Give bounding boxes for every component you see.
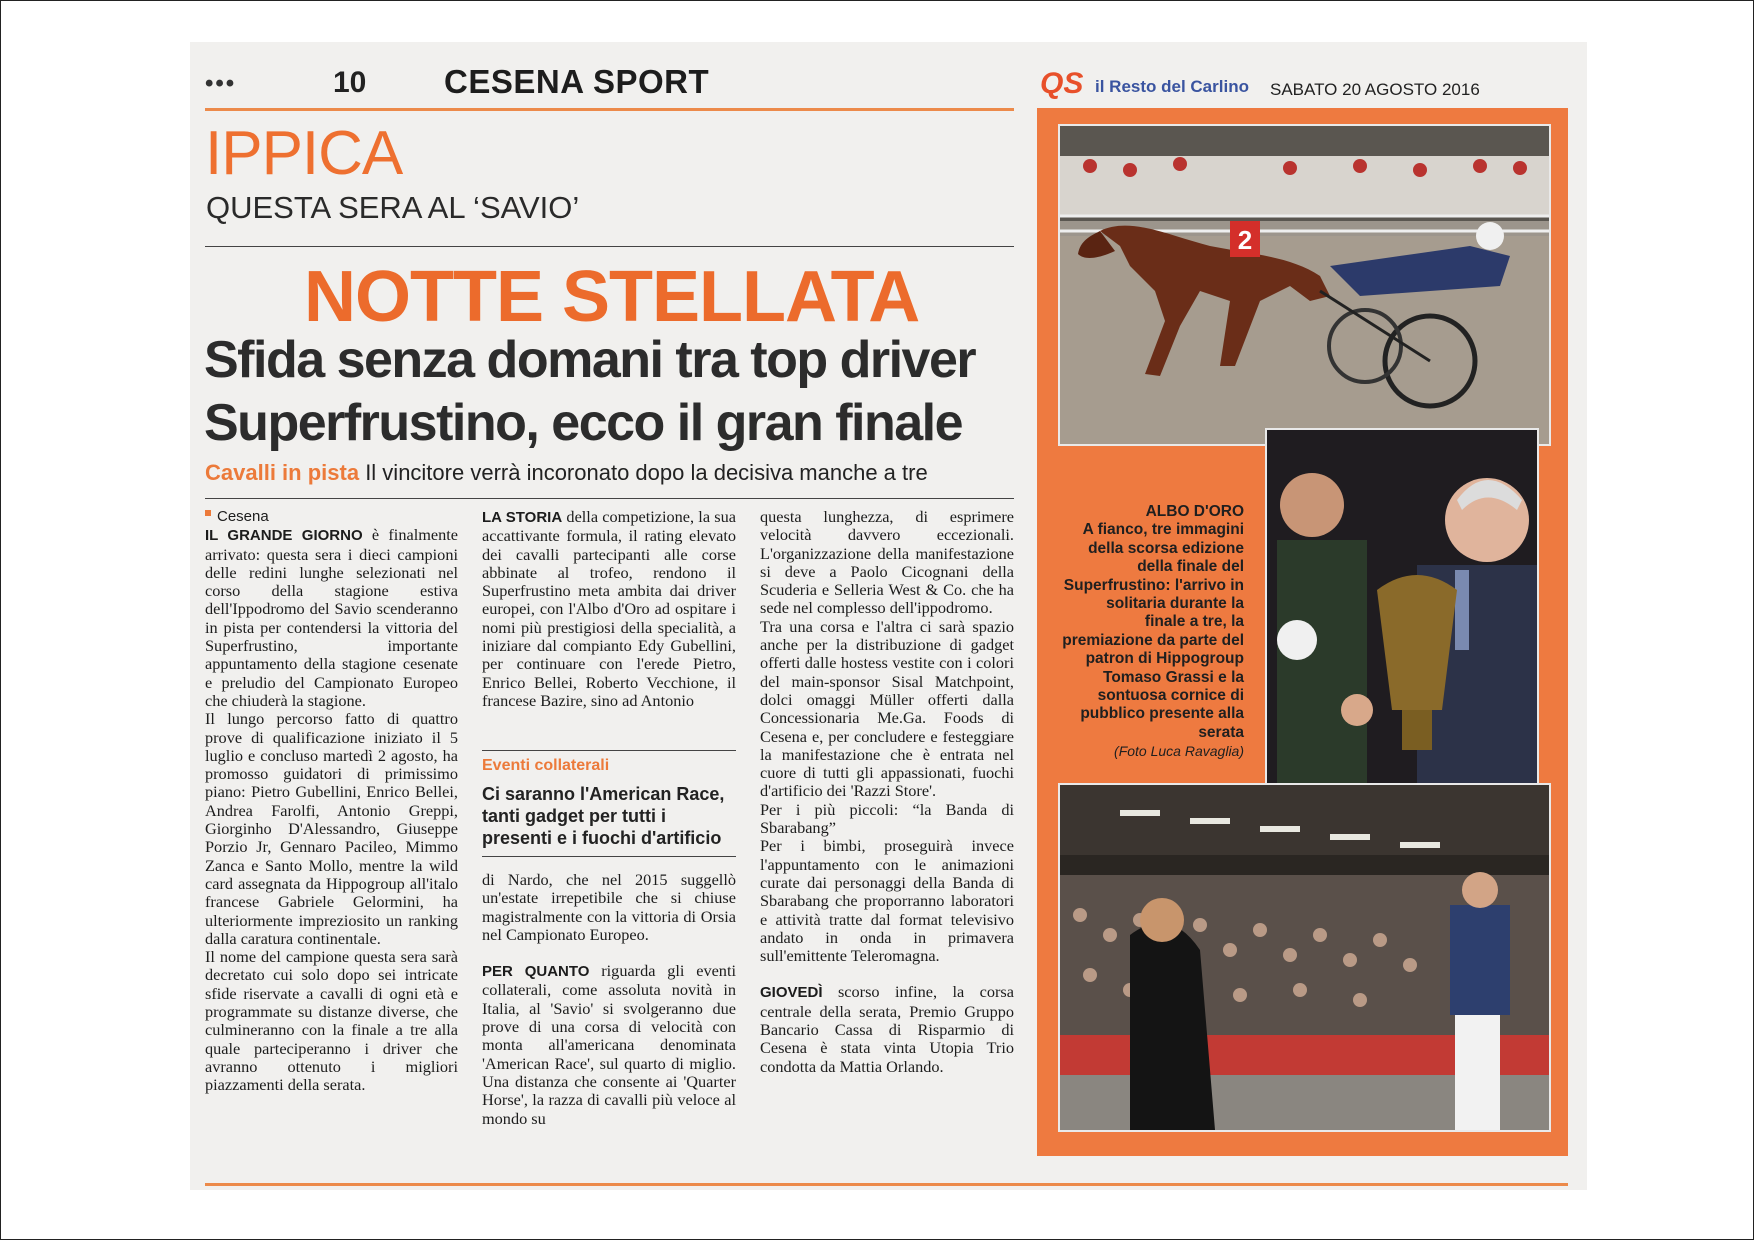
- article-kicker: IPPICA: [205, 119, 403, 188]
- photo-harness-race: [1058, 124, 1551, 446]
- col2-paragraph-3: PER QUANTO riguarda gli eventi collaterali, come assoluta novità in Italia, al 'Savio' si svolgeranno due prove di una corsa di velocità con monta all'americana denominata 'American Race', sul quarto di miglio. Una distanza che consente ai 'Quarter Horse', la razza di cavalli più veloce al mondo su: [482, 961, 736, 1128]
- col2-paragraph-1: LA STORIA della competizione, la sua accattivante formula, il rating elevato dei cavalli partecipanti alle corse abbinate al trofeo, rendono il Superfrustino meta ambita dai driver europei, con l'Albo d'Oro ad ospitare i nomi più prestigiosi della specialità, a iniziare dal compianto Edy Gubellini, per continuare con l'erede Pietro, Enrico Bellei, Roberto Vecchione, il francese Bazire, sino ad Antonio: [482, 507, 736, 710]
- page-number: 10: [333, 66, 367, 99]
- harness-race-illustration: [1060, 126, 1549, 444]
- section-title: CESENA SPORT: [444, 63, 710, 100]
- header-rule: [205, 108, 1014, 111]
- col3-lead: GIOVEDÌ: [760, 984, 823, 1002]
- article-column-1: [205, 508, 458, 1095]
- article-title-line1: Sfida senza domani tra top driver: [204, 331, 976, 389]
- col2-lead-2: PER QUANTO: [482, 963, 590, 981]
- caption-text: A fianco, tre immagini della scorsa edizione della finale del Superfrustino: l'arrivo in solitaria durante la finale a tre, la premiazione da parte del patron di Hippogroup Tomaso Grassi e la sontuosa cornice di pubblico presente alla serata: [1062, 521, 1244, 741]
- qs-logo: QS: [1040, 67, 1084, 100]
- crowd-illustration: [1060, 785, 1549, 1130]
- photo-award-ceremony: [1265, 428, 1539, 798]
- col1-paragraph-2: Il lungo percorso fatto di quattro prove di qualificazione iniziato il 5 luglio e concluso martedì 2 agosto, ha promosso guidatori di primissimo piano: Pietro Gubellini, Enrico Bellei, Andrea Farolfi, Antonio Greppi, Giorginho D'Alessandro, Giuseppe Porzio Jr, Gennaro Pacileo, Mimmo Zanca e Santo Mollo, mentre la wild card assegnata da Hippogroup all'italo francese Gabriele Gelormini, ha ulteriormente impreziosito un ranking dalla caratura continentale.: [205, 709, 458, 948]
- newspaper-name: il Resto del Carlino: [1095, 77, 1249, 96]
- deck-text: Il vincitore verrà incoronato dopo la decisiva manche a tre: [365, 460, 928, 485]
- article-byline: Cesena: [205, 508, 458, 526]
- col3-paragraph-5: GIOVEDÌ scorso infine, la corsa centrale della serata, Premio Gruppo Bancario Cassa di Risparmio di Cesena è stata vinta Utopia Trio condotta da Mattia Orlando.: [760, 982, 1014, 1076]
- article-column-2: [482, 508, 736, 710]
- footer-rule: [205, 1183, 1568, 1186]
- article-subkicker: QUESTA SERA AL ‘SAVIO’: [206, 190, 580, 225]
- col2-lead: LA STORIA: [482, 509, 563, 526]
- article-column-2-continued: [482, 871, 736, 1128]
- col3-paragraph-2: Tra una corsa e l'altra ci sarà spazio anche per la distribuzione di gadget offerti dalle hostess vestite con i colori del main-sponsor Sisal Matchpoint, dolci omaggi Müller offerti dalla Concessionaria Me.Ga. Foods di Cesena e, per concludere e festeggiare la manifestazione che è entrata nel cuore di tutti gli appassionati, fuochi d'artificio dei 'Razzi Store'.: [760, 616, 1014, 801]
- headline-divider: [205, 246, 1014, 247]
- col3-paragraph-3: Per i più piccoli: “la Banda di Sbarabang”: [760, 799, 1014, 838]
- col3-paragraph-1: questa lunghezza, di esprimere velocità davvero eccezionali. L'organizzazione della manifestazione si deve a Paolo Cicognani della Scuderia e Selleria West & Co. che ha sede nel complesso dell'ippodromo.: [760, 507, 1014, 618]
- award-ceremony-illustration: [1267, 430, 1537, 796]
- article-column-3: [760, 508, 1014, 1076]
- col1-paragraph-1: IL GRANDE GIORNO è finalmente arrivato: questa sera i dieci campioni delle redini lunghe selezionati nel corso della stagione estiva dell'Ippodromo del Savio scenderanno in pista per contendersi la vittoria del Superfrustino, importante appuntamento della stagione cesenate e preludio del Campionato Europeo che chiuderà la stagione.: [205, 525, 458, 710]
- sidebox-title: Ci saranno l'American Race, tanti gadget per tutti i presenti e i fuochi d'artificio: [482, 784, 725, 848]
- col1-paragraph-3: Il nome del campione questa sera sarà decretato cui solo dopo sei intricate sfide riservate a cavalli di ogni età e programmate su distanze diverse, che culmineranno con la finale a tre alla quale parteciperanno i driver che avranno ottenuto i migliori piazzamenti della serata.: [205, 947, 458, 1095]
- article-deck: [205, 460, 928, 486]
- sidebox-label: Eventi collaterali: [482, 757, 610, 774]
- deck-divider: [205, 498, 1014, 499]
- box-top-rule: [482, 750, 736, 751]
- caption-title: ALBO D'ORO: [1145, 503, 1244, 520]
- col3-paragraph-4: Per i bimbi, proseguirà invece l'appuntamento con le animazioni curate dai personaggi della Banda di Sbarabang che proporranno laboratori e attività tratte dal format televisivo andato in onda in primavera sull'emittente Teleromagna.: [760, 836, 1014, 966]
- photo-crowd: [1058, 783, 1551, 1132]
- header-dots: •••: [205, 70, 237, 97]
- col2-paragraph-2: di Nardo, che nel 2015 suggellò un'estate irrepetibile che si chiuse magistralmente con la vittoria di Orsia nel Campionato Europeo.: [482, 870, 736, 944]
- byline-square-icon: [205, 510, 211, 516]
- race-bib-number: 2: [1237, 225, 1253, 255]
- article-title-orange: NOTTE STELLATA: [304, 257, 920, 337]
- col1-lead: IL GRANDE GIORNO: [205, 527, 363, 545]
- photo-caption: [1062, 503, 1244, 761]
- caption-credit: (Foto Luca Ravaglia): [1114, 743, 1244, 760]
- article-title-line2: Superfrustino, ecco il gran finale: [204, 394, 963, 452]
- box-bottom-rule: [482, 856, 736, 857]
- deck-label: Cavalli in pista: [205, 460, 360, 485]
- issue-date: SABATO 20 AGOSTO 2016: [1270, 80, 1480, 99]
